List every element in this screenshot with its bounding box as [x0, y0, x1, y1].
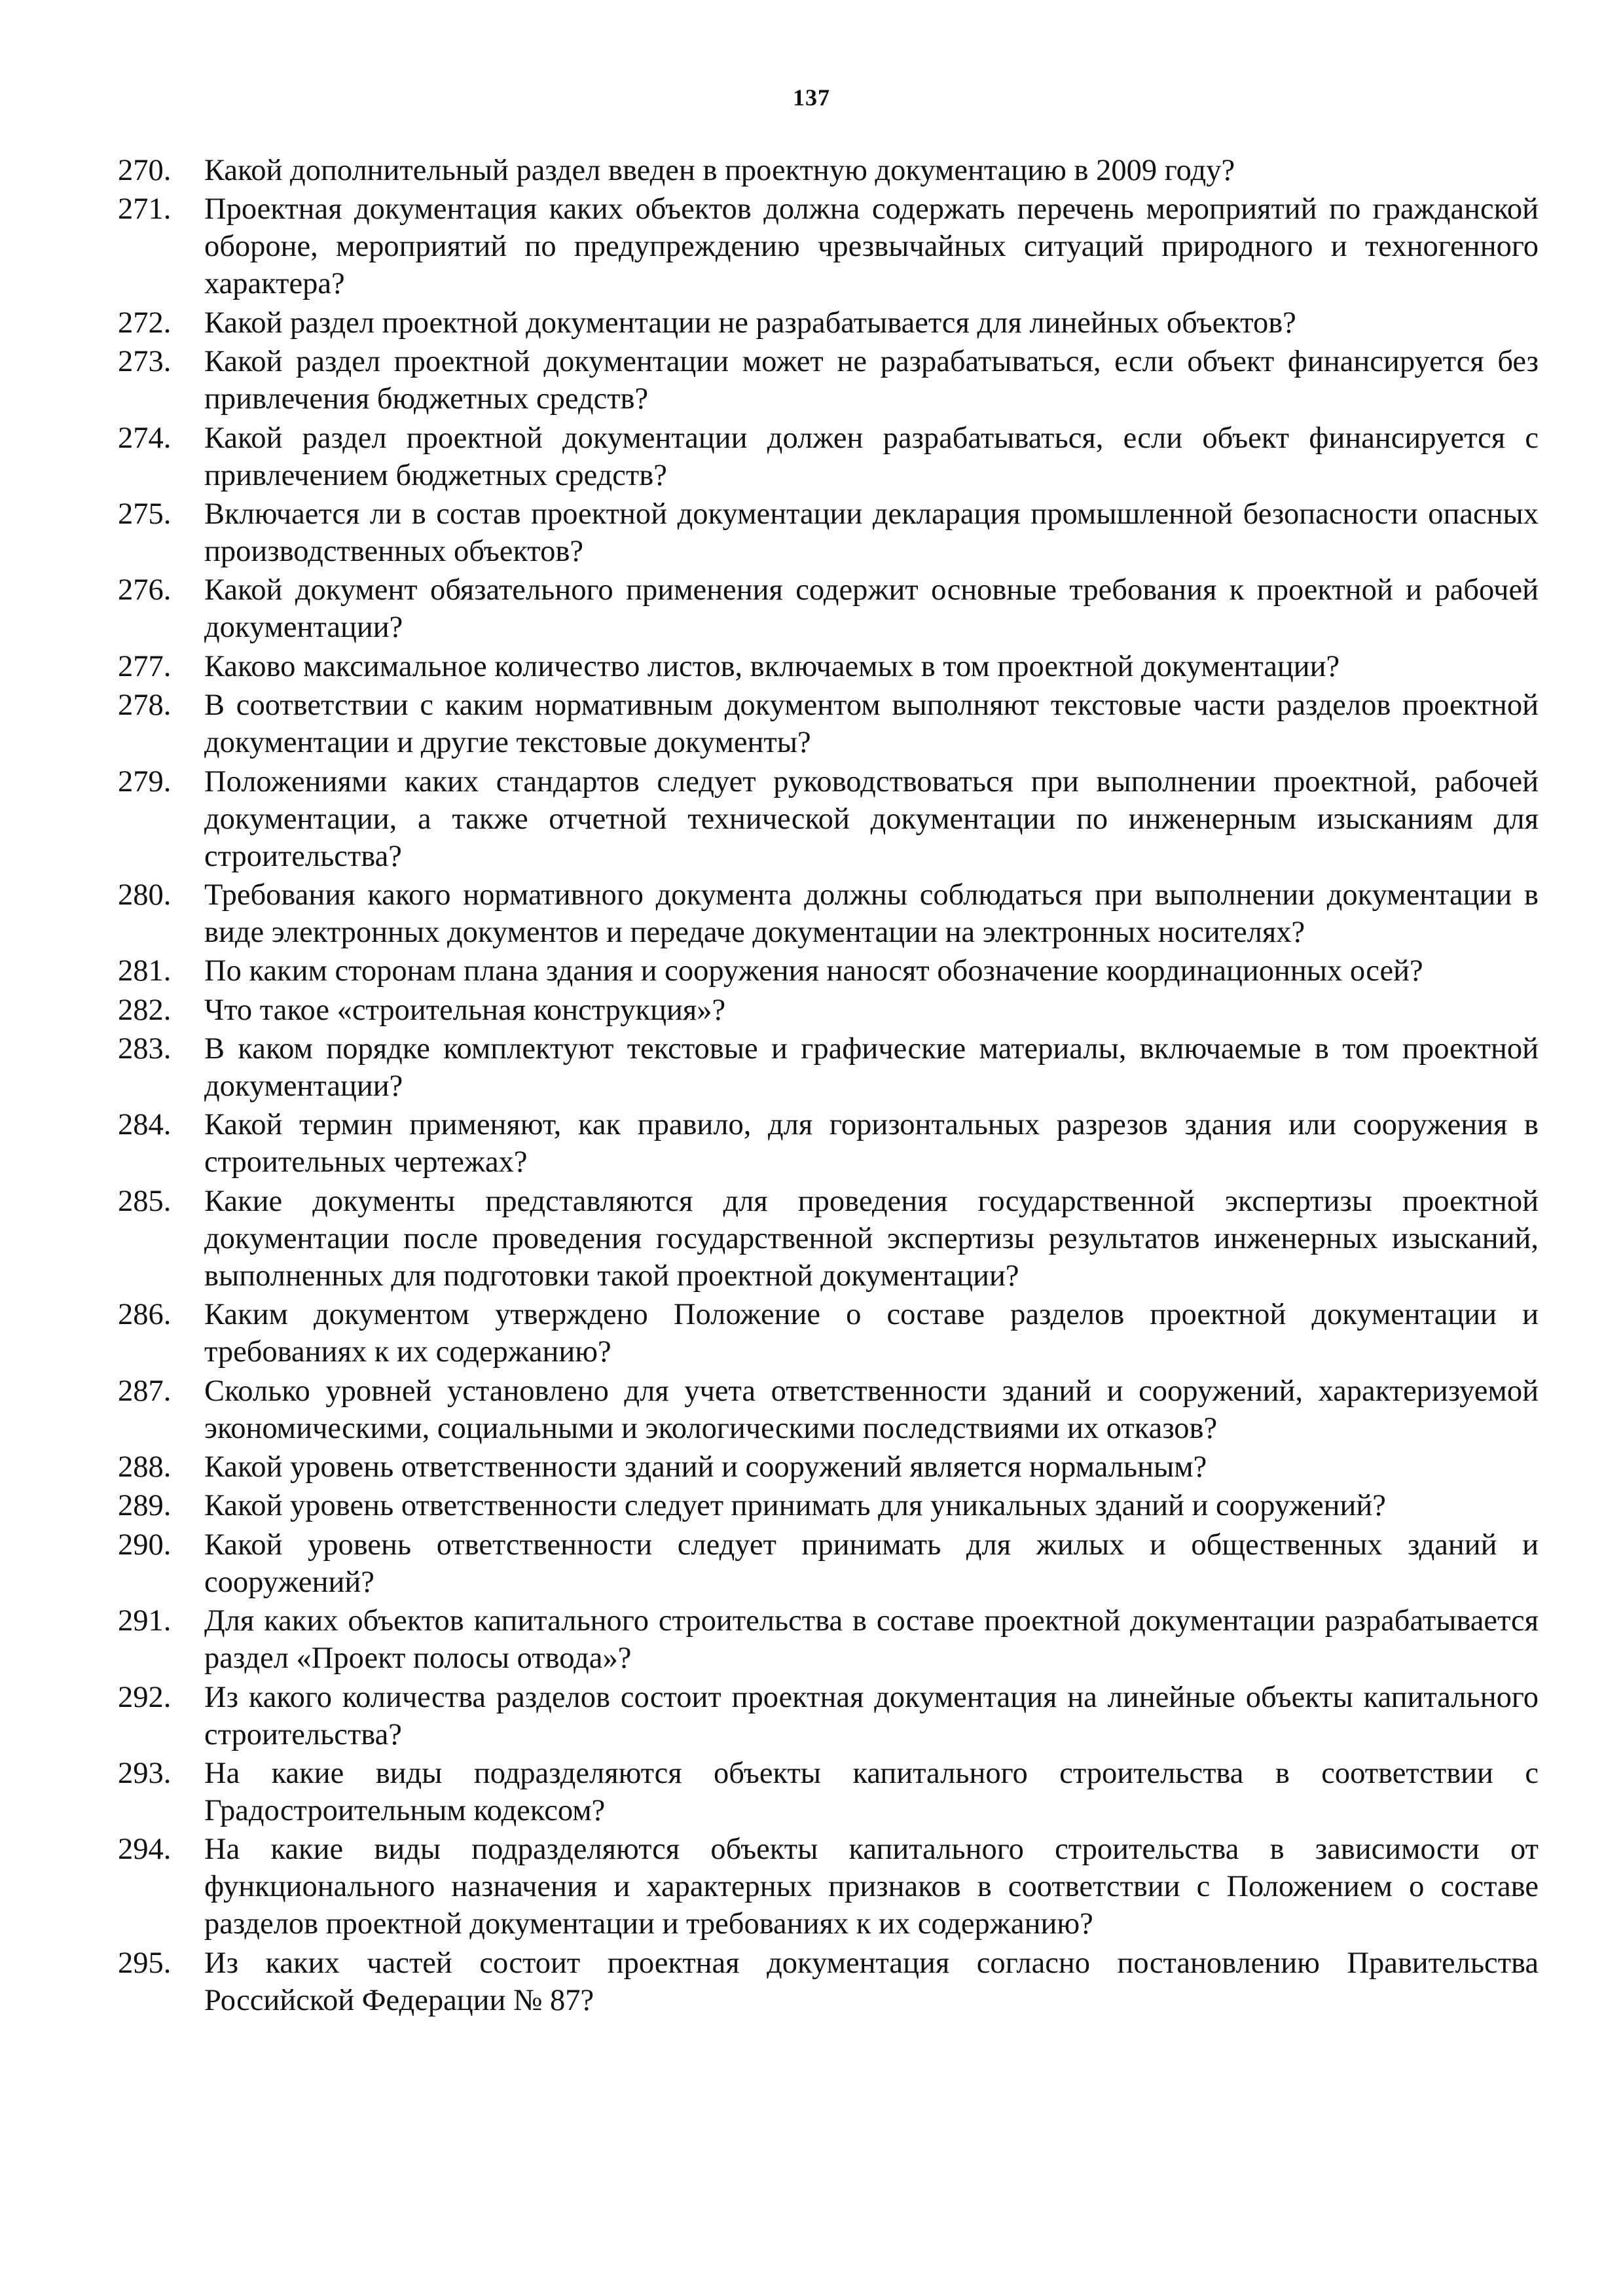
question-number: 286.	[118, 1298, 172, 1332]
question-list	[118, 152, 1539, 2020]
question-text: Какие документы представляются для проведения государственной экспертизы проектной документации после проведения государственной экспертизы результатов инженерных изысканий, выполненных для подготовки такой проектной документации?	[204, 1184, 1539, 1293]
question-text: На какие виды подразделяются объекты капитального строительства в соответствии с Градостроительным кодексом?	[204, 1756, 1539, 1827]
question-text: Какой раздел проектной документации не разрабатывается для линейных объектов?	[204, 306, 1296, 340]
question-number: 281.	[118, 954, 172, 988]
question-text: Включается ли в состав проектной документации декларация промышленной безопасности опасных производственных объектов?	[204, 497, 1539, 568]
question-item	[118, 1755, 1539, 1829]
question-number: 293.	[118, 1756, 172, 1790]
question-number: 272.	[118, 306, 172, 340]
question-text: Каково максимальное количество листов, включаемых в том проектной документации?	[204, 649, 1340, 683]
question-item	[118, 648, 1539, 685]
question-text: Из каких частей состоит проектная документация согласно постановлению Правительства Российской Федерации № 87?	[204, 1946, 1539, 2017]
question-item	[118, 952, 1539, 990]
question-number: 291.	[118, 1604, 172, 1638]
question-item	[118, 687, 1539, 761]
question-text: Какой документ обязательного применения содержит основные требования к проектной и рабочей документации?	[204, 573, 1539, 645]
question-text: Какой дополнительный раздел введен в проектную документацию в 2009 году?	[204, 154, 1235, 187]
question-item	[118, 571, 1539, 646]
question-item	[118, 1030, 1539, 1105]
question-number: 282.	[118, 993, 172, 1027]
question-text: В соответствии с каким нормативным документом выполняют текстовые части разделов проектной документации и другие текстовые документы?	[204, 689, 1539, 760]
question-number: 285.	[118, 1184, 172, 1218]
question-item	[118, 1372, 1539, 1447]
question-item	[118, 1526, 1539, 1601]
question-number: 292.	[118, 1680, 172, 1714]
question-text: Требования какого нормативного документа должны соблюдаться при выполнении документации в виде электронных документов и передаче документации на электронных носителях?	[204, 878, 1539, 949]
question-number: 276.	[118, 573, 172, 607]
question-text: Какой раздел проектной документации может не разрабатываться, если объект финансируется без привлечения бюджетных средств?	[204, 345, 1539, 416]
question-item	[118, 763, 1539, 875]
question-item	[118, 190, 1539, 302]
question-text: Проектная документация каких объектов должна содержать перечень мероприятий по гражданской обороне, мероприятий по предупреждению чрезвычайных ситуаций природного и техногенного характера?	[204, 192, 1539, 301]
question-text: Из какого количества разделов состоит проектная документация на линейные объекты капитального строительства?	[204, 1680, 1539, 1751]
question-item	[118, 1487, 1539, 1524]
question-number: 283.	[118, 1032, 172, 1066]
question-number: 279.	[118, 764, 172, 798]
question-number: 273.	[118, 345, 172, 379]
question-item	[118, 343, 1539, 418]
question-text: Положениями каких стандартов следует руководствоваться при выполнении проектной, рабочей документации, а также отчетной технической документации по инженерным изысканиям для строительства?	[204, 764, 1539, 873]
question-number: 288.	[118, 1450, 172, 1484]
question-text: Каким документом утверждено Положение о составе разделов проектной документации и требованиях к их содержанию?	[204, 1298, 1539, 1369]
question-item	[118, 495, 1539, 570]
question-number: 271.	[118, 192, 172, 226]
question-item	[118, 1448, 1539, 1486]
question-text: Какой термин применяют, как правило, для горизонтальных разрезов здания или сооружения в строительных чертежах?	[204, 1108, 1539, 1179]
question-item	[118, 992, 1539, 1029]
page-number: 137	[793, 84, 830, 111]
question-number: 278.	[118, 689, 172, 723]
question-number: 280.	[118, 878, 172, 912]
question-item	[118, 1106, 1539, 1181]
question-item	[118, 1183, 1539, 1295]
question-number: 277.	[118, 649, 172, 683]
question-number: 295.	[118, 1946, 172, 1980]
question-text: Что такое «строительная конструкция»?	[204, 993, 726, 1027]
question-text: На какие виды подразделяются объекты капитального строительства в зависимости от функционального назначения и характерных признаков в соответствии с Положением о составе разделов проектной документации и требованиях к их содержанию?	[204, 1833, 1539, 1941]
question-text: Какой уровень ответственности зданий и сооружений является нормальным?	[204, 1450, 1207, 1484]
question-item	[118, 1679, 1539, 1753]
question-text: Какой раздел проектной документации должен разрабатываться, если объект финансируется с привлечением бюджетных средств?	[204, 421, 1539, 492]
question-item	[118, 876, 1539, 951]
question-number: 275.	[118, 497, 172, 531]
question-number: 270.	[118, 154, 172, 187]
question-number: 290.	[118, 1528, 172, 1562]
question-item	[118, 1945, 1539, 2019]
question-text: По каким сторонам плана здания и сооружения наносят обозначение координационных осей?	[204, 954, 1423, 988]
question-text: В каком порядке комплектуют текстовые и графические материалы, включаемые в том проектной документации?	[204, 1032, 1539, 1103]
question-text: Для каких объектов капитального строительства в составе проектной документации разрабатывается раздел «Проект полосы отвода»?	[204, 1604, 1539, 1676]
question-number: 287.	[118, 1374, 172, 1408]
question-item	[118, 304, 1539, 342]
question-text: Сколько уровней установлено для учета ответственности зданий и сооружений, характеризуемой экономическими, социальными и экологическими последствиями их отказов?	[204, 1374, 1539, 1445]
question-item	[118, 152, 1539, 189]
question-number: 294.	[118, 1833, 172, 1867]
question-text: Какой уровень ответственности следует принимать для жилых и общественных зданий и сооружений?	[204, 1528, 1539, 1599]
question-item	[118, 1831, 1539, 1943]
question-number: 284.	[118, 1108, 172, 1142]
question-text: Какой уровень ответственности следует принимать для уникальных зданий и сооружений?	[204, 1489, 1386, 1523]
question-number: 274.	[118, 421, 172, 455]
question-item	[118, 1602, 1539, 1677]
question-item	[118, 420, 1539, 494]
question-item	[118, 1296, 1539, 1371]
question-number: 289.	[118, 1489, 172, 1523]
